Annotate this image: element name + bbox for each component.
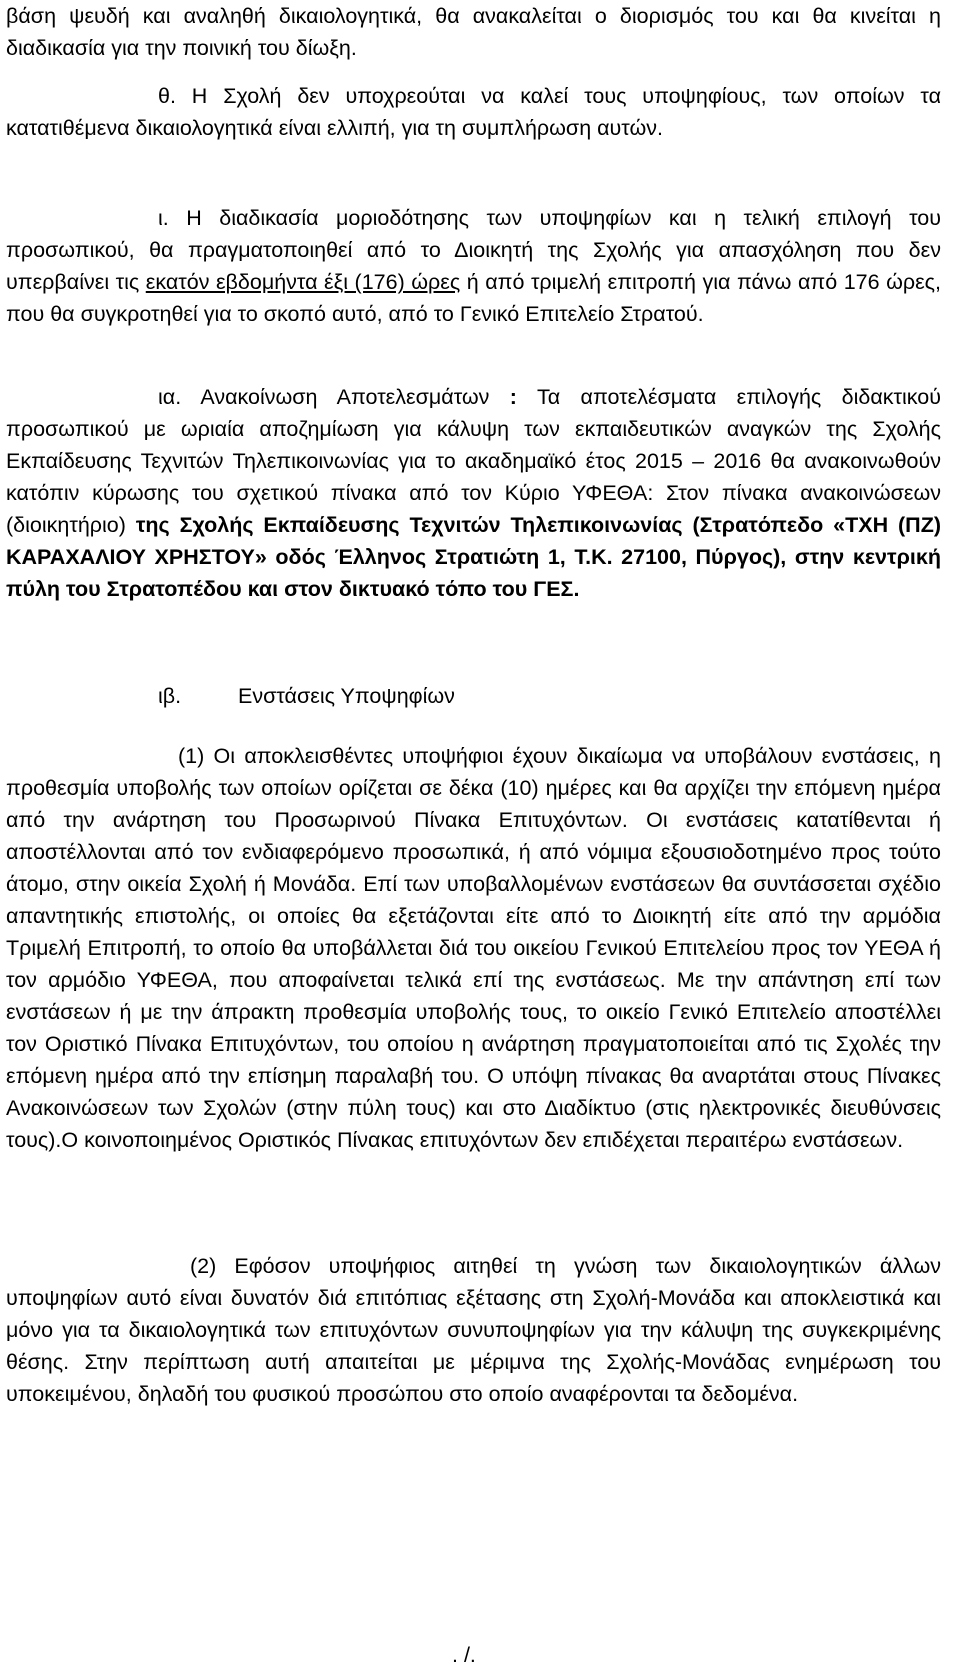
colon: : [509, 385, 517, 409]
paragraph-text: βάση ψευδή και αναληθή δικαιολογητικά, θα ανακαλείται ο διορισμός του και θα κινείται η διαδικασία για την ποινική του δίωξη. [6, 4, 941, 60]
paragraph-text: Εφόσον υποψήφιος αιτηθεί τη γνώση των δικαιολογητικών άλλων υποψηφίων αυτό είναι δυνατόν διά επιτόπιας εξέτασης στη Σχολή-Μονάδα και αποκλειστικά και μόνο για τα δικαιολογητικά των επιτυχόντων συνυποψηφίων για την κάλυψη της συγκεκριμένης θέσης. Στην περίπτωση αυτή απαιτείται με μέριμνα της Σχολής-Μονάδας ενημέρωση του υποκειμένου, δηλαδή του φυσικού προσώπου στο οποίο αναφέρονται τα δεδομένα. [6, 1254, 941, 1406]
bold-location: της Σχολής Εκπαίδευσης Τεχνιτών Τηλεπικοινωνίας (Στρατόπεδο «ΤΧΗ (ΠΖ) ΚΑΡΑΧΑΛΙΟΥ ΧΡΗΣΤΟΥ» οδός Έλληνος Στρατιώτη 1, Τ.Κ. 27100, Πύργος), στην κεντρική πύλη του Στρατοπέδου και στον δικτυακό τόπο του ΓΕΣ. [6, 513, 941, 601]
paragraph-2 [6, 1250, 941, 1410]
paragraph-text: ή από τριμελή επιτροπή για πάνω από 176 ώρες, που θα συγκροτηθεί για το σκοπό αυτό, από το Γενικό Επιτελείο Στρατού. [6, 270, 942, 326]
paragraph-continued [6, 0, 941, 64]
paragraph-label: (1) [178, 744, 205, 768]
paragraph-label: (2) [190, 1254, 217, 1278]
paragraph-text: Η Σχολή δεν υποχρεούται να καλεί τους υποψηφίους, των οποίων τα κατατιθέμενα δικαιολογητικά είναι ελλιπή, για τη συμπλήρωση αυτών. [6, 84, 941, 140]
page-continuation-marker: . /. [452, 1643, 476, 1667]
paragraph-iota [6, 202, 941, 330]
heading-ib [158, 680, 758, 712]
paragraph-theta [6, 80, 941, 144]
underlined-hours: εκατόν εβδομήντα έξι (176) ώρες [145, 270, 461, 294]
paragraph-ia [6, 381, 941, 605]
paragraph-label: ια. [158, 385, 182, 409]
paragraph-label: θ. [158, 84, 176, 108]
heading-label: ιβ. [158, 684, 182, 708]
paragraph-text: Η διαδικασία μοριοδότησης των υποψηφίων και η τελική επιλογή του προσωπικού, θα πραγματοποιηθεί από το Διοικητή της Σχολής για απασχόληση που δεν υπερβαίνει τις [6, 206, 941, 294]
paragraph-text: Ανακοίνωση Αποτελεσμάτων [181, 385, 510, 409]
paragraph-label: ι. [158, 206, 169, 230]
heading-title: Ενστάσεις Υποψηφίων [238, 684, 455, 708]
paragraph-text: Τα αποτελέσματα επιλογής διδακτικού προσωπικού με ωριαία αποζημίωση για κάλυψη των εκπαιδευτικών αναγκών της Σχολής Εκπαίδευσης Τεχνιτών Τηλεπικοινωνίας για το ακαδημαϊκό έτος 2015 – 2016 θα ανακοινωθούν κατόπιν κύρωσης του σχετικού πίνακα από τον Κύριο ΥΦΕΘΑ: Στον πίνακα ανακοινώσεων (διοικητήριο) [6, 385, 941, 537]
paragraph-text: Οι αποκλεισθέντες υποψήφιοι έχουν δικαίωμα να υποβάλουν ενστάσεις, η προθεσμία υποβολής των οποίων ορίζεται σε δέκα (10) ημέρες και θα αρχίζει την επόμενη ημέρα από την ανάρτηση του Προσωρινού Πίνακα Επιτυχόντων. Οι ενστάσεις κατατίθενται ή αποστέλλονται από τον ενδιαφερόμενο προσωπικά, ή από νόμιμα εξουσιοδοτημένο προς τούτο άτομο, στην οικεία Σχολή ή Μονάδα. Επί των υποβαλλομένων ενστάσεων θα συντάσσεται σχέδιο απαντητικής επιστολής, οι οποίες θα εξετάζονται είτε από το Διοικητή είτε από την αρμόδια Τριμελή Επιτροπή, το οποίο θα υποβάλλεται διά του οικείου Γενικού Επιτελείου προς τον ΥΕΘΑ ή τον αρμόδιο ΥΦΕΘΑ, που αποφαίνεται τελικά επί της ενστάσεως. Με την απάντηση επί των ενστάσεων ή με την άπρακτη προθεσμία υποβολής τους, το οικείο Γενικό Επιτελείο αποστέλλει τον Οριστικό Πίνακα Επιτυχόντων, του οποίου η ανάρτηση πραγματοποιείται από τις Σχολές την επόμενη ημέρα από την επίσημη παραλαβή του. Ο υπόψη πίνακας θα αναρτάται στους Πίνακες Ανακοινώσεων των Σχολών (στην πύλη τους) και στο Διαδίκτυο (στις ηλεκτρονικές διευθύνσεις τους).Ο κοινοποιημένος Οριστικός Πίνακας επιτυχόντων δεν επιδέχεται περαιτέρω ενστάσεων. [6, 744, 941, 1152]
paragraph-1 [6, 740, 941, 1156]
